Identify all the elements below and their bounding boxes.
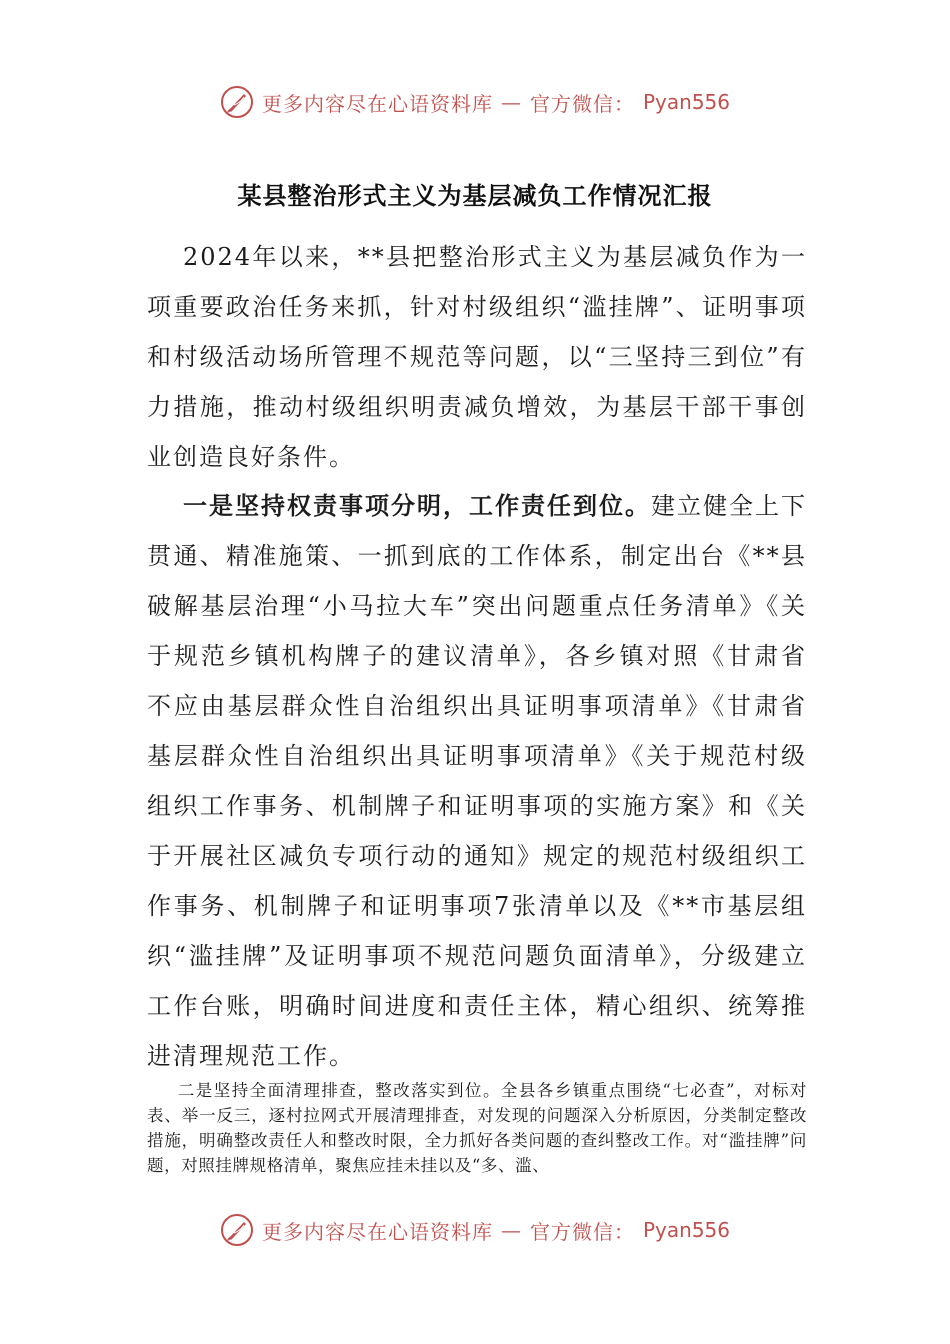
watermark-label: 官方微信： [529,91,635,116]
paragraph-first-point-body: 建立健全上下贯通、精准施策、一抓到底的工作体系，制定出台《**县破解基层治理“小马拉大车”突出问题重点任务清单》《关于规范乡镇机构牌子的建议清单》，各乡镇对照《甘肃省不应由基层群众性自治组织出具证明事项清单》《甘肃省基层群众性自治组织出具证明事项清单》《关于规范村级组织工作事务、机制牌子和证明事项的实施方案》和《关于开展社区减负专项行动的通知》规定的规范村级组织工作事务、机制牌子和证明事项7张清单以及《**市基层组织“滥挂牌”及证明事项不规范问题负面清单》，分级建立工作台账，明确时间进度和责任主体，精心组织、统筹推进清理规范工作。 [147,492,807,1070]
watermark-wechat-id: Pyan556 [642,90,730,114]
watermark-label: 官方微信： [529,1219,635,1244]
paragraph-first-point-lead: 一是坚持权责事项分明，工作责任到位。 [183,491,651,520]
watermark-site: 更多内容尽在心语资料库 [261,91,493,116]
quill-logo-icon [220,1213,254,1247]
watermark-site: 更多内容尽在心语资料库 [261,1219,493,1244]
paragraph-second-point [147,1078,807,1178]
paragraph-intro-text: 2024年以来，**县把整治形式主义为基层减负作为一项重要政治任务来抓，针对村级组织“滥挂牌”、证明事项和村级活动场所管理不规范等问题，以“三坚持三到位”有力措施，推动村级组织明责减负增效，为基层干部干事创业创造良好条件。 [147,243,807,471]
watermark-footer [0,1210,950,1250]
document-title: 某县整治形式主义为基层减负工作情况汇报 [237,181,713,210]
watermark-separator: — [500,1218,522,1242]
paragraph-intro [147,232,807,482]
watermark-separator: — [500,90,522,114]
watermark-header [0,82,950,122]
quill-logo-icon [220,85,254,119]
paragraph-first-point [147,481,807,1081]
paragraph-second-point-text: 二是坚持全面清理排查，整改落实到位。全县各乡镇重点围绕“七必查”，对标对表、举一反三，逐村拉网式开展清理排查，对发现的问题深入分析原因，分类制定整改措施，明确整改责任人和整改时限，全力抓好各类问题的查纠整改工作。对“滥挂牌”问题，对照挂牌规格清单，聚焦应挂未挂以及“多、滥、 [147,1081,807,1175]
watermark-wechat-id: Pyan556 [642,1218,730,1242]
